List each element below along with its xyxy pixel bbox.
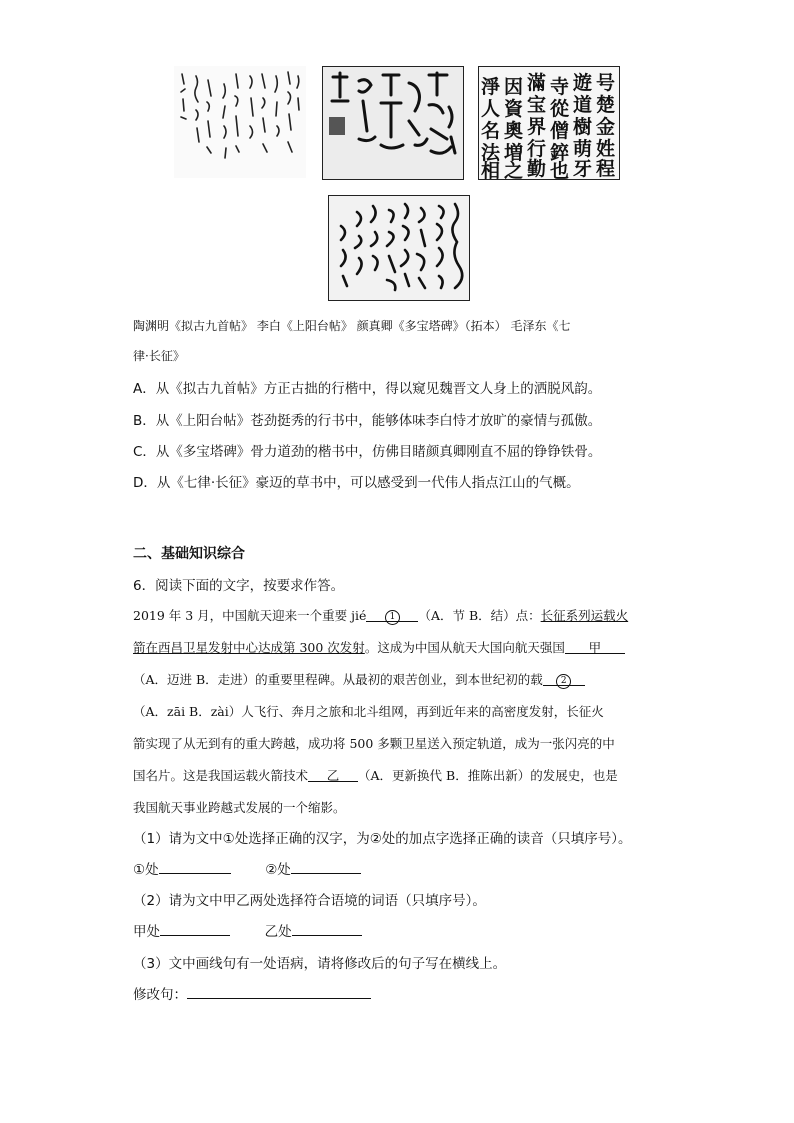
passage-line-6: 国名片。这是我国运载火箭技术 乙 （A．更新换代 B．推陈出新）的发展史，也是 bbox=[133, 768, 618, 783]
question-6-intro: 6．阅读下面的文字，按要求作答。 bbox=[133, 578, 345, 594]
option-d: D．从《七律·长征》豪迈的草书中，可以感受到一代伟人指点江山的气概。 bbox=[133, 475, 580, 491]
sub-question-2-answers: 甲处 乙处 bbox=[133, 920, 362, 940]
svg-text:也: 也 bbox=[550, 160, 570, 179]
sub-question-2: （2）请为文中甲乙两处选择符合语境的词语（只填序号）。 bbox=[133, 893, 486, 909]
svg-text:奧: 奧 bbox=[504, 120, 524, 142]
blank-2: 2 bbox=[543, 670, 585, 686]
underlined-sentence-part-1: 长征系列运载火 bbox=[540, 608, 629, 623]
svg-text:滿: 滿 bbox=[527, 72, 547, 94]
svg-text:勤: 勤 bbox=[527, 158, 547, 179]
svg-text:之: 之 bbox=[504, 160, 524, 179]
svg-text:姓: 姓 bbox=[596, 138, 616, 160]
svg-text:資: 資 bbox=[504, 98, 524, 120]
caption-line-1: 陶渊明《拟古九首帖》 李白《上阳台帖》 颜真卿《多宝塔碑》（拓本） 毛泽东《七 bbox=[133, 319, 571, 333]
svg-text:道: 道 bbox=[573, 94, 593, 116]
svg-text:程: 程 bbox=[596, 158, 616, 179]
option-c: C．从《多宝塔碑》骨力道劲的楷书中，仿佛目睹颜真卿刚直不屈的铮铮铁骨。 bbox=[133, 444, 602, 460]
answer-blank-1[interactable] bbox=[159, 858, 231, 874]
svg-text:金: 金 bbox=[596, 116, 616, 138]
svg-text:界: 界 bbox=[527, 116, 547, 138]
sub-question-1: （1）请为文中①处选择正确的汉字，为②处的加点字选择正确的读音（只填序号）。 bbox=[133, 831, 632, 847]
passage-line-1: 2019 年 3 月，中国航天迎来一个重要 jié 1 （A．节 B．结）点：长征系列运载火 bbox=[133, 608, 629, 623]
mao-zedong-calligraphy-drawing bbox=[329, 196, 469, 300]
underlined-sentence-part-2: 箭在西昌卫星发射中心达成第 300 次发射 bbox=[133, 640, 365, 655]
tao-yuanming-calligraphy-image bbox=[174, 66, 306, 178]
svg-text:寺: 寺 bbox=[550, 76, 570, 98]
caption-line-2: 律·长征》 bbox=[133, 349, 185, 363]
answer-blank-jia[interactable] bbox=[160, 920, 230, 936]
yan-zhenqing-rubbing-drawing bbox=[479, 67, 619, 179]
svg-text:遊: 遊 bbox=[573, 72, 593, 94]
passage-line-4: （A．zāi B．zài）人飞行、奔月之旅和北斗组网，再到近年来的高密度发射，长征火 bbox=[133, 704, 604, 719]
blank-jia: 甲 bbox=[565, 638, 625, 654]
sub-question-1-answers: ①处 ②处 bbox=[133, 858, 361, 878]
sub-question-3: （3）文中画线句有一处语病，请将修改后的句子写在横线上。 bbox=[133, 956, 507, 972]
passage-line-2: 箭在西昌卫星发射中心达成第 300 次发射。这成为中国从航天大国向航天强国 甲 bbox=[133, 638, 625, 658]
answer-blank-2[interactable] bbox=[291, 858, 361, 874]
li-bai-calligraphy-image bbox=[322, 66, 464, 180]
svg-text:楚: 楚 bbox=[596, 94, 616, 116]
svg-text:樹: 樹 bbox=[573, 116, 593, 138]
svg-text:牙: 牙 bbox=[573, 158, 593, 179]
svg-text:法: 法 bbox=[481, 142, 501, 164]
svg-text:淨: 淨 bbox=[481, 76, 501, 98]
passage-line-3: （A．迈进 B．走进）的重要里程碑。从最初的艰苦创业，到本世纪初的载 2 bbox=[133, 670, 585, 690]
svg-text:萌: 萌 bbox=[573, 138, 593, 160]
svg-text:名: 名 bbox=[481, 120, 501, 142]
svg-text:僧: 僧 bbox=[550, 120, 570, 142]
option-b: B．从《上阳台帖》苍劲挺秀的行书中，能够体味李白恃才放旷的豪情与孤傲。 bbox=[133, 413, 602, 429]
image-caption bbox=[133, 311, 653, 371]
svg-text:從: 從 bbox=[550, 98, 570, 120]
rubbing-col1: 号 bbox=[596, 72, 616, 94]
mao-zedong-calligraphy-image bbox=[328, 195, 470, 301]
answer-blank-yi[interactable] bbox=[292, 920, 362, 936]
blank-yi: 乙 bbox=[308, 766, 358, 782]
blank-1: 1 bbox=[366, 606, 418, 622]
passage-line-7: 我国航天事业跨越式发展的一个缩影。 bbox=[133, 800, 346, 815]
option-a: A．从《拟古九首帖》方正古拙的行楷中，得以窥见魏晋文人身上的洒脱风韵。 bbox=[133, 381, 602, 397]
svg-text:行: 行 bbox=[527, 138, 547, 160]
svg-text:因: 因 bbox=[504, 76, 524, 98]
svg-text:宝: 宝 bbox=[527, 94, 547, 116]
svg-text:相: 相 bbox=[481, 160, 501, 179]
yan-zhenqing-rubbing-image bbox=[478, 66, 620, 180]
li-bai-calligraphy-drawing bbox=[323, 67, 463, 179]
svg-text:錊: 錊 bbox=[550, 142, 570, 164]
tao-yuanming-calligraphy-drawing bbox=[174, 66, 306, 178]
section-title: 二、基础知识综合 bbox=[133, 546, 245, 562]
sub-question-3-answer: 修改句： bbox=[133, 983, 371, 1003]
question-6-passage bbox=[133, 606, 663, 826]
answer-blank-revised-sentence[interactable] bbox=[187, 983, 371, 999]
passage-line-5: 箭实现了从无到有的重大跨越，成功将 500 多颗卫星送入预定轨道，成为一张闪亮的中 bbox=[133, 736, 615, 751]
svg-text:人: 人 bbox=[481, 98, 501, 120]
svg-text:増: 増 bbox=[504, 142, 524, 164]
